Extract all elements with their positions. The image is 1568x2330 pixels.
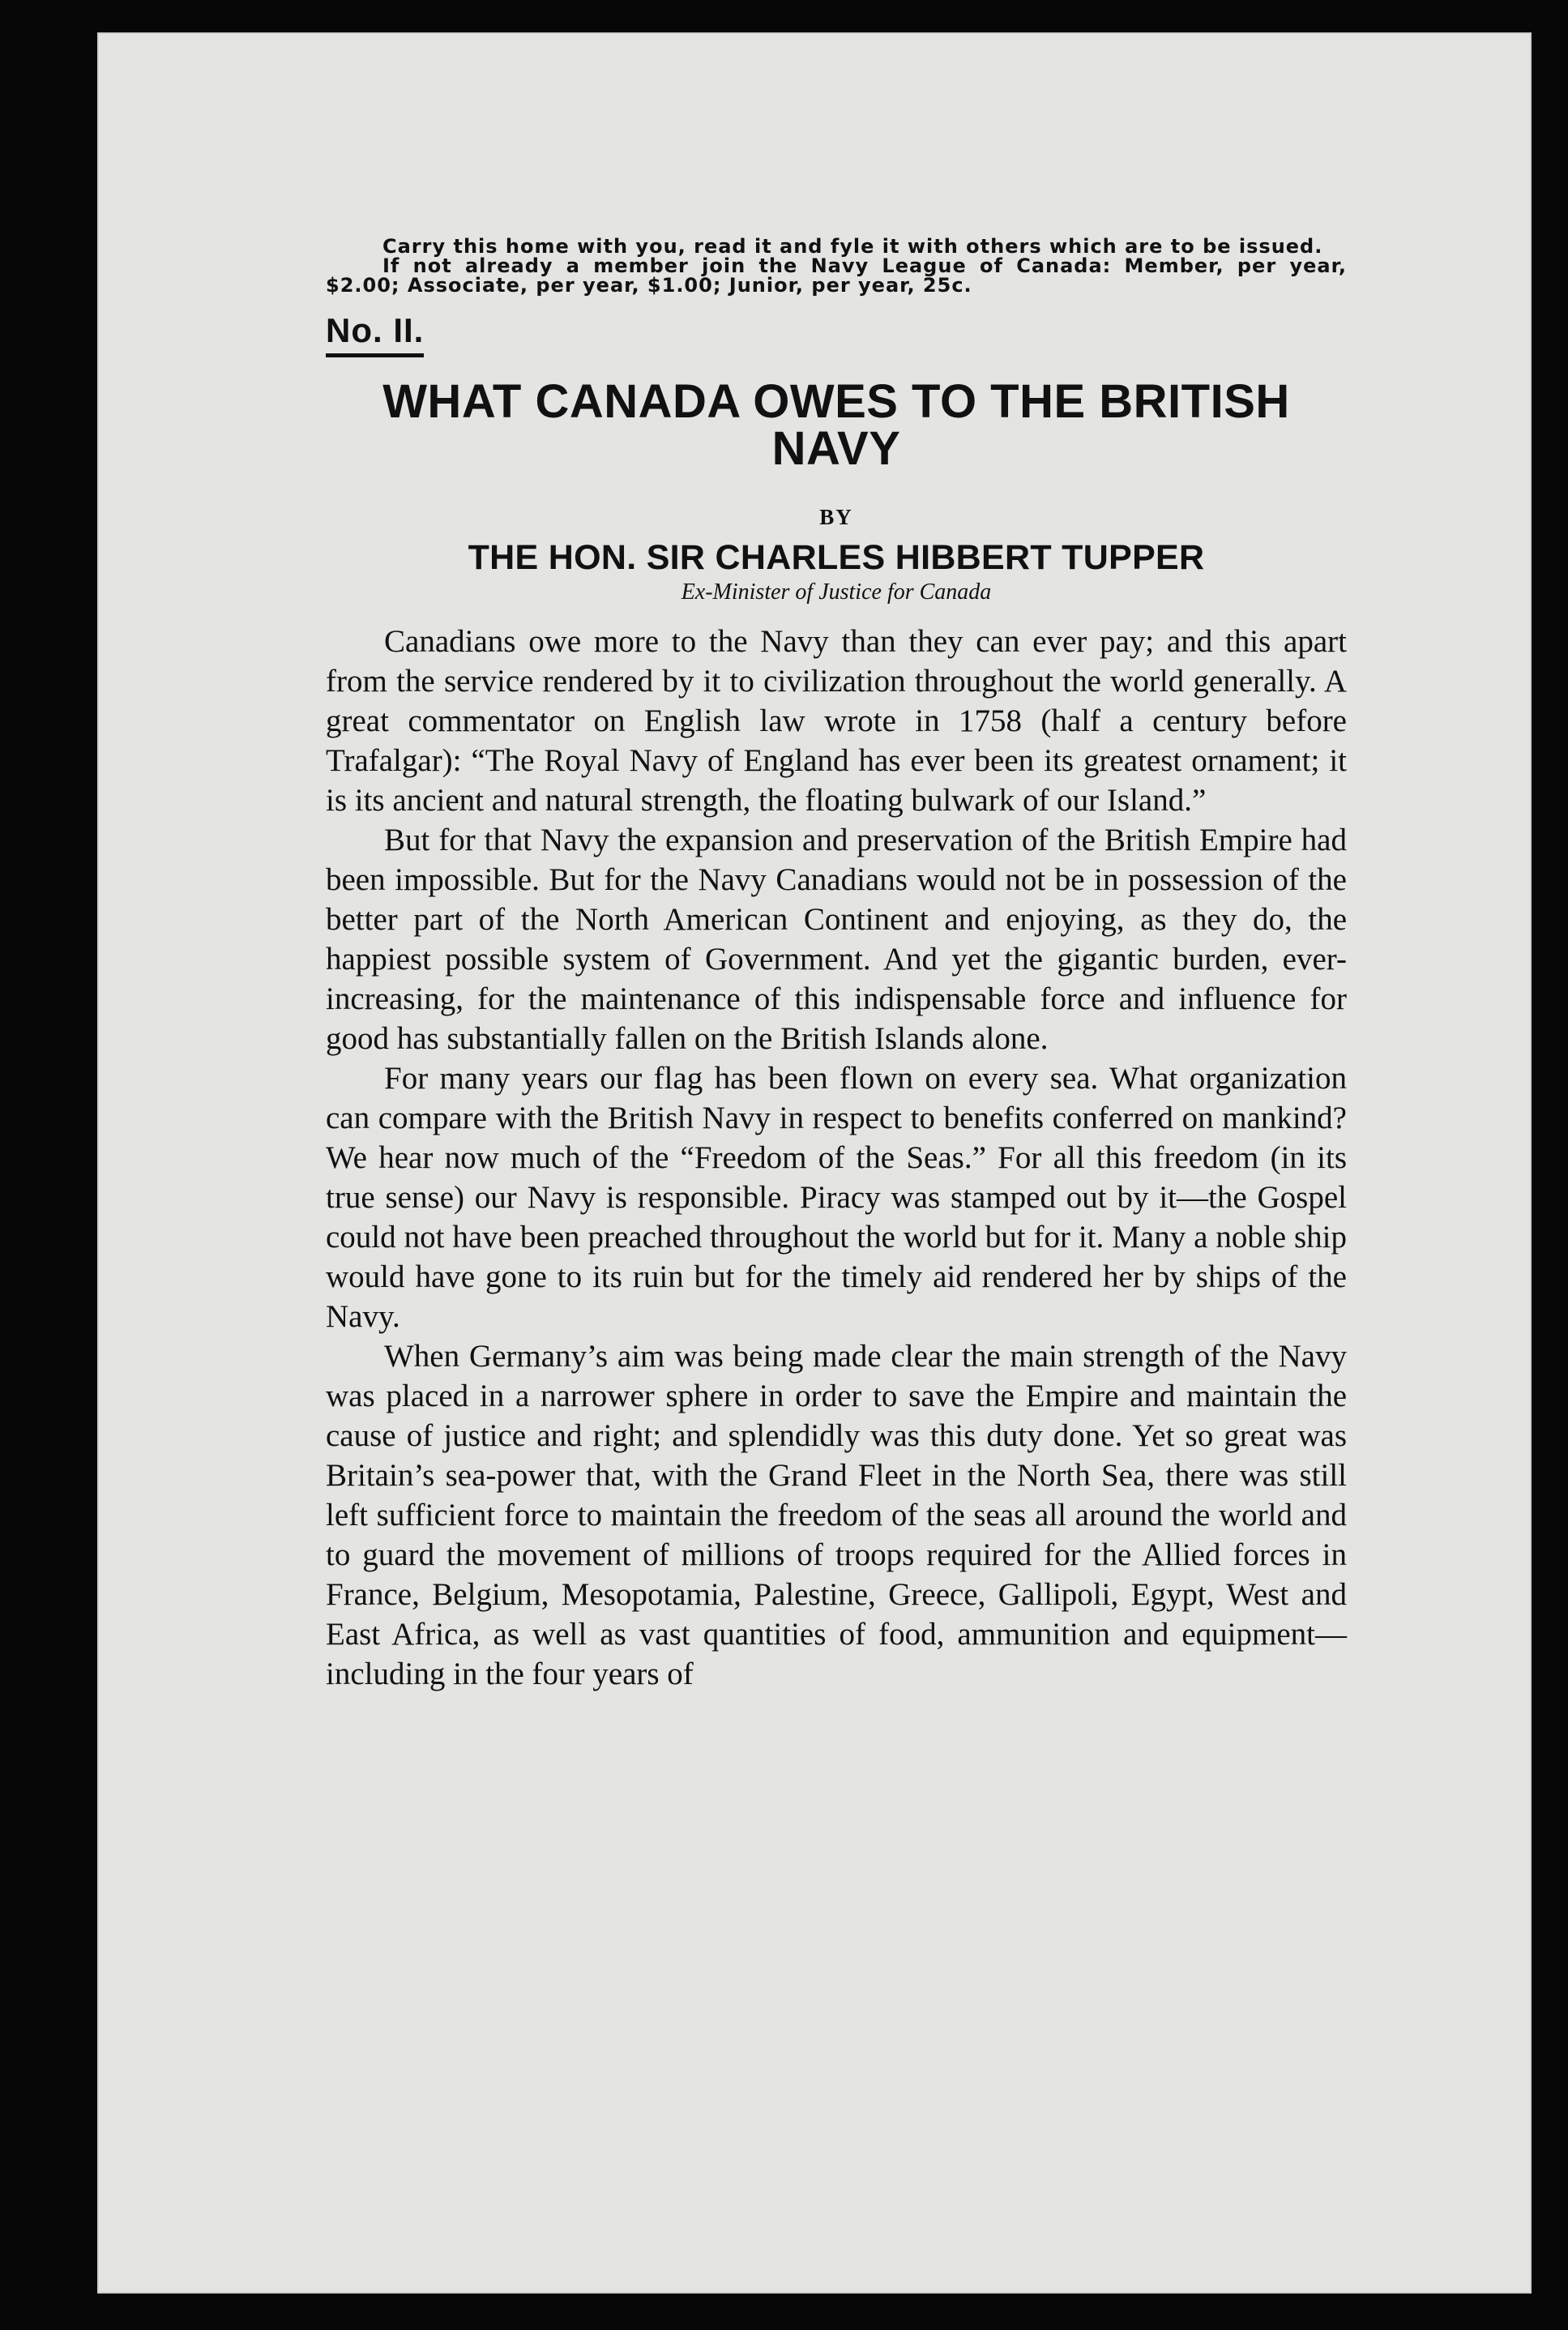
article-body (326, 622, 1347, 1694)
paragraph: For many years our flag has been flown on every sea. What organization can compare with the British Navy in respect to benefits conferred on mankind? We hear now much of the “Freedom of the Seas.” For all this freedom (in its true sense) our Navy is responsible. Piracy was stamped out by it—the Gospel could not have been preached throughout the world but for it. Many a noble ship would have gone to its ruin but for the timely aid rendered her by ships of the Navy. (326, 1061, 1347, 1334)
paragraph: When Germany’s aim was being made clear the main strength of the Navy was placed in a narrower sphere in order to save the Empire and maintain the cause of justice and right; and splendidly was this duty done. Yet so great was Britain’s sea-power that, with the Grand Fleet in the North Sea, there was still left sufficient force to maintain the freedom of the seas all around the world and to guard the movement of millions of troops required for the Allied forces in France, Belgium, Mesopotamia, Palestine, Greece, Gallipoli, Egypt, West and East Africa, as well as vast quantities of food, ammunition and equipment—including in the four years of (326, 1339, 1347, 1691)
paragraph: But for that Navy the expansion and preservation of the British Empire had been impossible. But for the Navy Canadians would not be in possession of the better part of the North American Continent and enjoying, as they do, the happiest possible system of Government. And yet the gigantic burden, ever-increasing, for the maintenance of this indispensable force and influence for good has substantially fallen on the British Islands alone. (326, 823, 1347, 1056)
notice-line-2: If not already a member join the Navy League of Canada: Member, per year, $2.00; Associate, per year, $1.00; Junior, per year, 25c. (326, 254, 1347, 297)
author-role: Ex-Minister of Justice for Canada (681, 579, 992, 605)
issue-number: No. II. (326, 311, 424, 357)
document-page (97, 32, 1532, 2294)
byline-label: BY (819, 505, 853, 529)
paragraph: Canadians owe more to the Navy than they can ever pay; and this apart from the service rendered by it to civilization throughout the world generally. A great commentator on English law wrote in 1758 (half a century before Trafalgar): “The Royal Navy of England has ever been its greatest ornament; it is its ancient and natural strength, the floating bulwark of our Island.” (326, 624, 1347, 818)
author-name: THE HON. SIR CHARLES HIBBERT TUPPER (468, 538, 1205, 577)
notice-block (326, 237, 1347, 295)
document-title: WHAT CANADA OWES TO THE BRITISH NAVY (382, 375, 1290, 475)
notice-line-1: Carry this home with you, read it and fyle it with others which are to be issued. (382, 235, 1323, 258)
page-content (326, 237, 1347, 1694)
